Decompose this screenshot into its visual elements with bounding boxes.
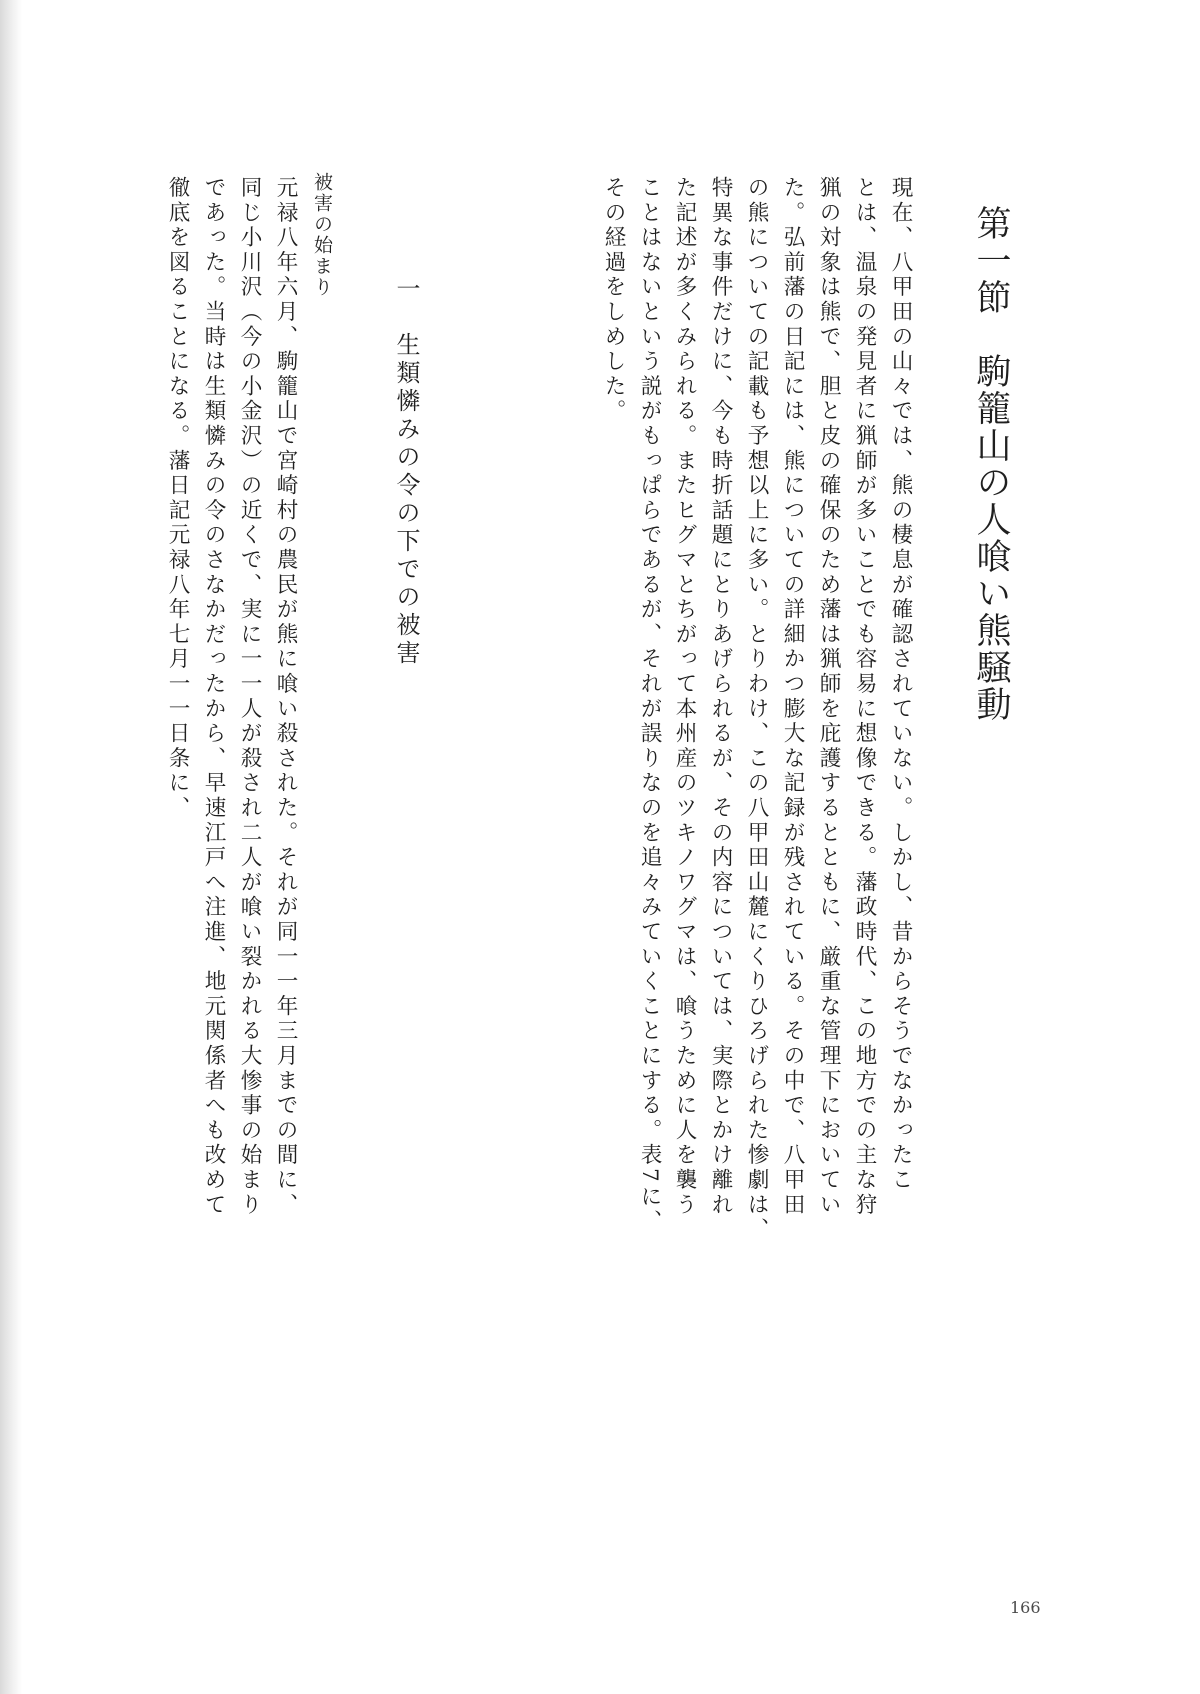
intro-line: その経過をしめした。 [601, 176, 626, 424]
subsection-line: 徹底を図ることになる。藩日記元禄八年七月一一日条に、 [165, 176, 190, 821]
intro-line: 現在、八甲田の山々では、熊の棲息が確認されていない。しかし、昔からそうでなかったこ [888, 176, 913, 1193]
intro-line: た。弘前藩の日記には、熊についての詳細かつ膨大な記録が残されている。その中で、八甲田 [780, 176, 805, 1218]
page-number: 166 [1010, 1598, 1041, 1617]
intro-line: の熊についての記載も予想以上に多い。とりわけ、この八甲田山麓にくりひろげられた惨劇は、 [744, 176, 769, 1243]
subsection-line: 元禄八年六月、駒籠山で宮崎村の農民が熊に喰い殺された。それが同一一年三月までの間に、 [273, 176, 298, 1218]
section-heading: 一 生類憐みの令の下での被害 [392, 276, 420, 668]
intro-line: 猟の対象は熊で、胆と皮の確保のため藩は猟師を庇護するとともに、厳重な管理下においてい [816, 176, 841, 1218]
scan-shadow-edge [0, 0, 22, 1694]
chapter-title: 第一節 駒籠山の人喰い熊騒動 [971, 205, 1011, 723]
intro-line: ことはないという説がもっぱらであるが、それが誤りなのを追々みていくことにする。表7に、 [637, 176, 662, 1235]
subsection-heading: 被害の始まり [311, 172, 333, 298]
intro-line: とは、温泉の発見者に猟師が多いことでも容易に想像できる。藩政時代、この地方での主な狩 [852, 176, 877, 1218]
subsection-line: であった。当時は生類憐みの令のさなかだったから、早速江戸へ注進、地元関係者へも改めて [201, 176, 226, 1218]
intro-line: た記述が多くみられる。またヒグマとちがって本州産のツキノワグマは、喰うために人を襲う [672, 176, 697, 1218]
intro-line: 特異な事件だけに、今も時折話題にとりあげられるが、その内容については、実際とかけ離れ [708, 176, 733, 1218]
subsection-line: 同じ小川沢（今の小金沢）の近くで、実に一一人が殺され二人が喰い裂かれる大惨事の始まり [237, 176, 262, 1218]
